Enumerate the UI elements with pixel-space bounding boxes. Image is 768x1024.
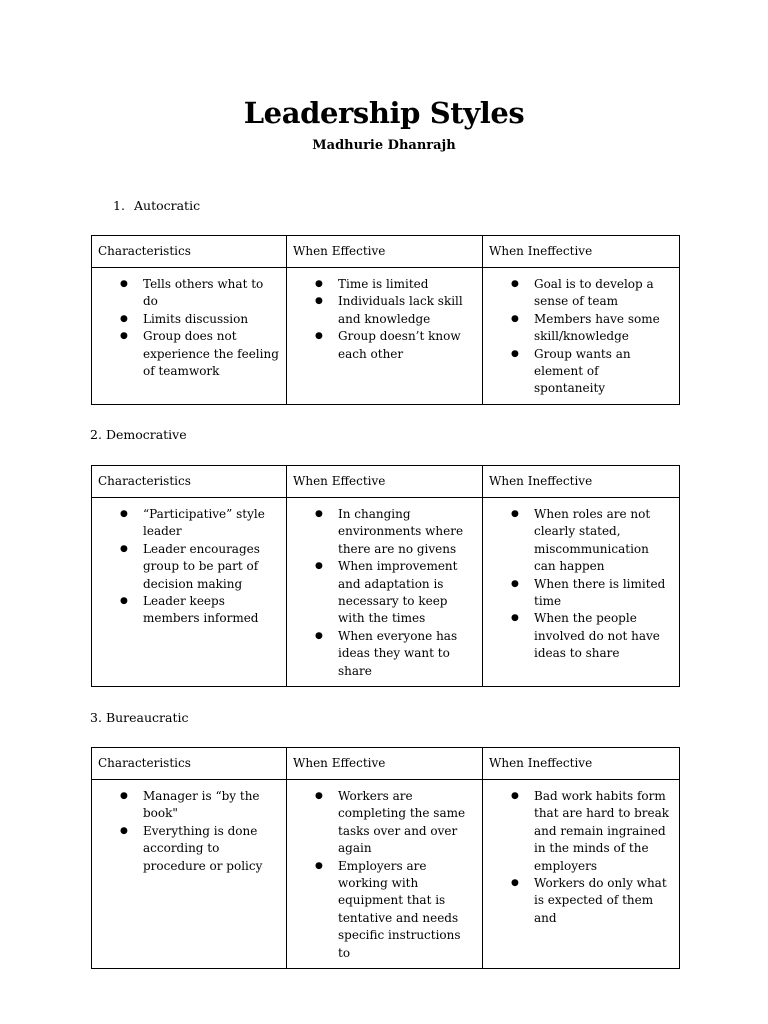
characteristics-cell <box>92 498 287 687</box>
table-bureaucratic <box>91 747 680 969</box>
table-row <box>92 780 680 969</box>
section-heading-autocratic <box>113 197 200 215</box>
list-item: ● “Participative” style leader <box>120 506 280 541</box>
document-title: Leadership Styles <box>243 96 525 130</box>
list-item: ● When improvement and adaptation is necessary to keep with the times <box>315 558 476 628</box>
effective-cell <box>287 780 483 969</box>
list-item: ● Bad work habits form that are hard to break and remain ingrained in the minds of the employers <box>511 788 673 875</box>
list-item: ● When there is limited time <box>511 576 673 611</box>
header-when-effective: When Effective <box>287 748 483 780</box>
section-number: 3. <box>90 710 102 725</box>
list-item: ● When roles are not clearly stated, miscommunication can happen <box>511 506 673 576</box>
list-item: ● Leader keeps members informed <box>120 593 280 628</box>
ineffective-cell <box>483 780 680 969</box>
ineffective-cell <box>483 268 680 405</box>
list-item: ● Goal is to develop a sense of team <box>511 276 673 311</box>
list-item: ● Workers are completing the same tasks over and over again <box>315 788 476 858</box>
header-characteristics: Characteristics <box>92 466 287 498</box>
list-item: ● Group doesn’t know each other <box>315 328 476 363</box>
list-item: ● Employers are working with equipment that is tentative and needs specific instructions to <box>315 858 476 962</box>
table-header-row <box>92 748 680 780</box>
table-header-row <box>92 236 680 268</box>
list-item: ● Group wants an element of spontaneity <box>511 346 673 398</box>
section-heading-bureaucratic <box>90 709 189 727</box>
list-item: ● Members have some skill/knowledge <box>511 311 673 346</box>
header-when-ineffective: When Ineffective <box>483 466 680 498</box>
list-item: ● Individuals lack skill and knowledge <box>315 293 476 328</box>
header-when-effective: When Effective <box>287 466 483 498</box>
effective-cell <box>287 268 483 405</box>
effective-cell <box>287 498 483 687</box>
list-item: ● When the people involved do not have ideas to share <box>511 610 673 662</box>
table-row <box>92 498 680 687</box>
characteristics-cell <box>92 268 287 405</box>
list-item: ● Everything is done according to procedure or policy <box>120 823 280 875</box>
list-item: ● Manager is “by the book" <box>120 788 280 823</box>
list-item: ● Time is limited <box>315 276 476 293</box>
header-when-ineffective: When Ineffective <box>483 236 680 268</box>
table-row <box>92 268 680 405</box>
table-header-row <box>92 466 680 498</box>
section-title: Autocratic <box>134 198 201 213</box>
section-title: Democrative <box>105 427 187 442</box>
list-item: ● Limits discussion <box>120 311 280 328</box>
list-item: ● Group does not experience the feeling of teamwork <box>120 328 280 380</box>
header-characteristics: Characteristics <box>92 236 287 268</box>
section-number: 1. <box>113 198 125 213</box>
table-democrative <box>91 465 680 687</box>
section-heading-democrative <box>90 426 187 444</box>
list-item: ● When everyone has ideas they want to share <box>315 628 476 680</box>
table-autocratic <box>91 235 680 405</box>
section-number: 2. <box>90 427 102 442</box>
list-item: ● Leader encourages group to be part of decision making <box>120 541 280 593</box>
list-item: ● Tells others what to do <box>120 276 280 311</box>
header-when-ineffective: When Ineffective <box>483 748 680 780</box>
header-characteristics: Characteristics <box>92 748 287 780</box>
list-item: ● In changing environments where there are no givens <box>315 506 476 558</box>
header-when-effective: When Effective <box>287 236 483 268</box>
characteristics-cell <box>92 780 287 969</box>
list-item: ● Workers do only what is expected of them and <box>511 875 673 927</box>
ineffective-cell <box>483 498 680 687</box>
document-author: Madhurie Dhanrajh <box>312 138 456 153</box>
section-title: Bureaucratic <box>105 710 189 725</box>
